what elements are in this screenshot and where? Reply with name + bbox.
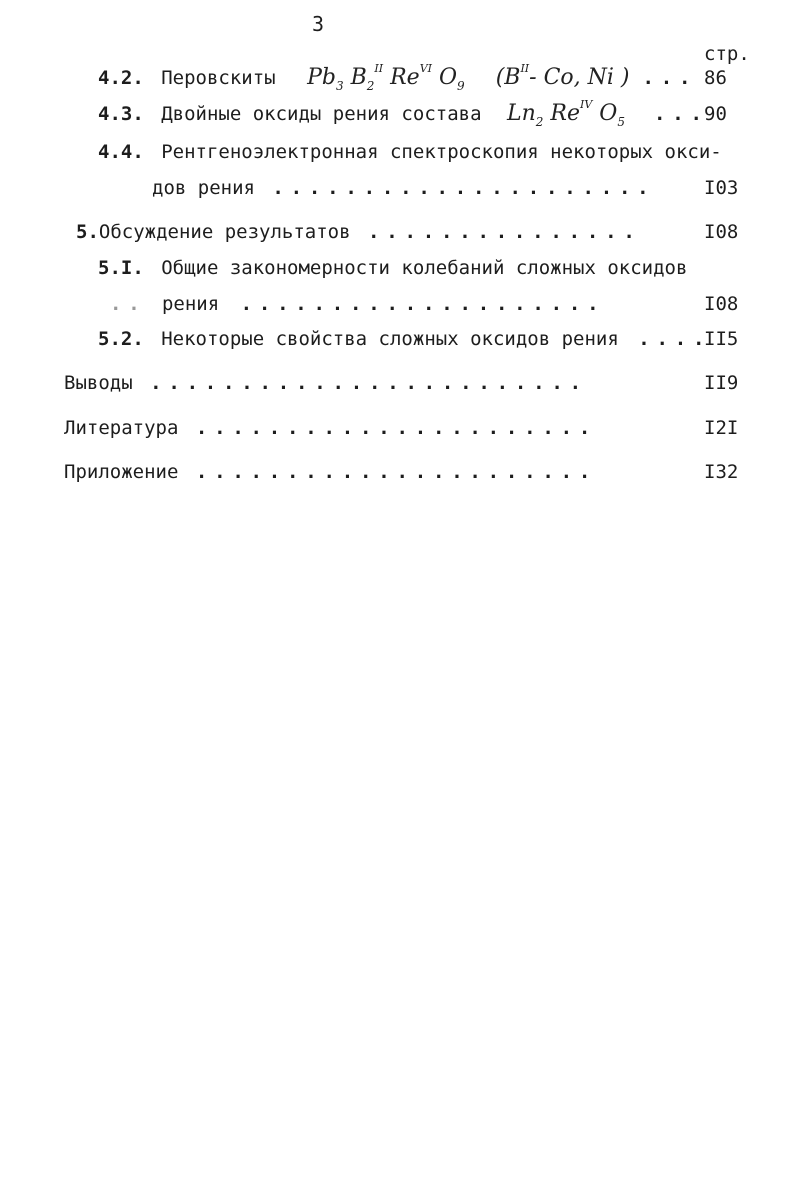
toc-number: 5.	[76, 221, 99, 243]
toc-title: Двойные оксиды рения состава	[161, 103, 482, 125]
toc-number: 4.3.	[98, 103, 144, 125]
handwritten-formula: $Pb_3$ $B_2^{II}$ $Re^{VI}$ $O_9$	[307, 62, 465, 93]
toc-title: Некоторые свойства сложных оксидов рения	[161, 328, 619, 350]
toc-title-line1: Рентгеноэлектронная спектроскопия некоторых окси-	[161, 141, 722, 163]
toc-title-line2: дов рения	[152, 177, 255, 199]
toc-entry-4-4-cont	[152, 176, 655, 200]
leader-dots: ......................	[195, 417, 598, 439]
toc-title-line2: рения	[161, 293, 220, 315]
toc-page-literature: I2I	[704, 417, 739, 439]
toc-title: Выводы	[64, 372, 133, 394]
toc-number: 4.4.	[98, 141, 144, 163]
toc-number: 5.2.	[98, 328, 144, 350]
handwritten-formula-note: ($B^{II}-$ Co, Ni )	[495, 62, 630, 90]
toc-entry-conclusions	[64, 371, 588, 395]
toc-entry-4-4	[98, 140, 722, 164]
leader-dots: ...	[642, 67, 698, 89]
page-number: 3	[312, 12, 325, 36]
page-column-label: стр.	[704, 43, 750, 65]
toc-entry-5-1-cont	[110, 292, 605, 316]
toc-page-conclusions: II9	[704, 372, 739, 394]
toc-page-5: I08	[704, 221, 739, 243]
toc-entry-5-2	[98, 327, 711, 351]
leader-dots: ........................	[150, 372, 588, 394]
toc-page-4-3: 90	[704, 103, 727, 125]
toc-page-5-2: II5	[704, 328, 739, 350]
toc-entry-literature	[64, 416, 597, 440]
toc-entry-appendix	[64, 460, 597, 484]
toc-title-line1: Общие закономерности колебаний сложных оксидов	[161, 257, 688, 279]
toc-entry-5	[76, 220, 642, 244]
leader-dots: ....................	[240, 293, 606, 315]
toc-entry-5-1	[98, 256, 687, 280]
toc-title: Приложение	[64, 461, 179, 483]
toc-page-4-4: I03	[704, 177, 739, 199]
toc-page-appendix: I32	[704, 461, 739, 483]
toc-page-5-1: I08	[704, 293, 739, 315]
leader-dots: ...	[653, 103, 709, 125]
toc-entry-4-3	[98, 98, 709, 129]
leader-dots: .....................	[272, 177, 656, 199]
toc-title: Литература	[64, 417, 179, 439]
handwritten-formula: $Ln_2$ $Re^{IV}$ $O_5$	[506, 98, 625, 129]
toc-number: 5.I.	[98, 257, 144, 279]
toc-title: Перовскиты	[161, 67, 276, 89]
toc-entry-4-2	[98, 62, 698, 93]
toc-page-4-2: 86	[704, 67, 727, 89]
leader-dots-lead: ..	[110, 293, 147, 315]
toc-title: Обсуждение результатов	[98, 221, 351, 243]
leader-dots: ....	[638, 328, 712, 350]
leader-dots: ...............	[368, 221, 642, 243]
toc-number: 4.2.	[98, 67, 144, 89]
leader-dots: ......................	[195, 461, 598, 483]
